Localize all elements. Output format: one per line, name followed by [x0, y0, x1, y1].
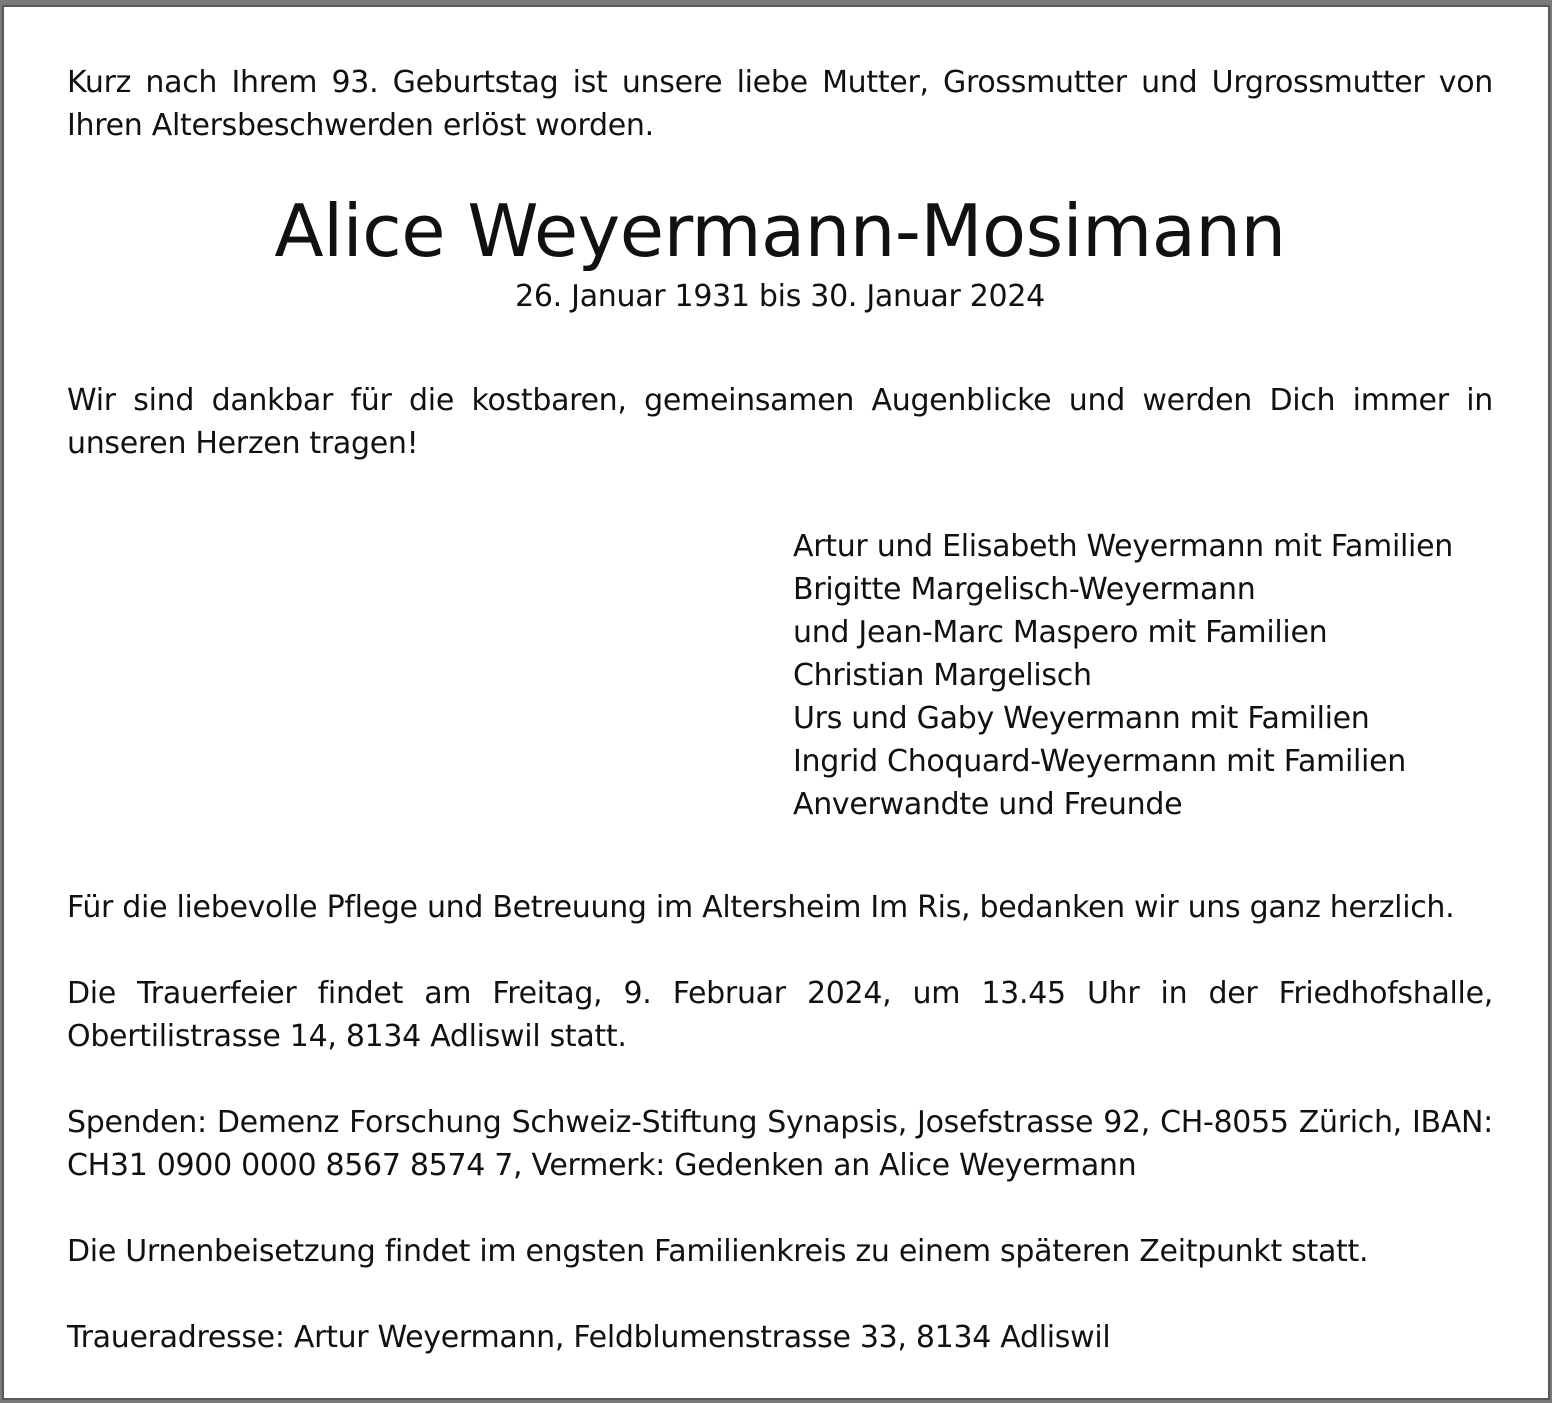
ceremony-text: Die Trauerfeier findet am Freitag, 9. Februar 2024, um 13.45 Uhr in der Friedhofshalle, Obertilistrasse 14, 8134 Adliswil statt.: [67, 976, 1493, 1054]
care-thanks-text: Für die liebevolle Pflege und Betreuung im Altersheim Im Ris, bedanken wir uns ganz herzlich.: [67, 890, 1455, 925]
mourner-line: Urs und Gaby Weyermann mit Familien: [793, 701, 1370, 736]
life-dates: 26. Januar 1931 bis 30. Januar 2024: [515, 279, 1045, 314]
notice-content: [67, 61, 1493, 1359]
mourner-line: Artur und Elisabeth Weyermann mit Familien: [793, 529, 1453, 564]
mourners-list: [793, 525, 1493, 826]
mourner-line: Ingrid Choquard-Weyermann mit Familien: [793, 744, 1406, 779]
obituary-notice: [2, 5, 1550, 1400]
intro-text: Kurz nach Ihrem 93. Geburtstag ist unsere liebe Mutter, Grossmutter und Urgrossmutter von Ihren Altersbeschwerden erlöst worden.: [67, 65, 1493, 143]
donations-text: Spenden: Demenz Forschung Schweiz-Stiftung Synapsis, Josefstrasse 92, CH-8055 Zürich, IBAN: CH31 0900 0000 8567 8574 7, Vermerk: Gedenken an Alice Weyermann: [67, 1105, 1493, 1183]
gratitude-text: Wir sind dankbar für die kostbaren, gemeinsamen Augenblicke und werden Dich immer in unseren Herzen tragen!: [67, 383, 1493, 461]
deceased-name: Alice Weyermann-Mosimann: [274, 189, 1286, 273]
mourner-line: Brigitte Margelisch-Weyermann: [793, 572, 1256, 607]
mourner-line: Anverwandte und Freunde: [793, 787, 1183, 822]
mourning-address: Traueradresse: Artur Weyermann, Feldblumenstrasse 33, 8134 Adliswil: [67, 1320, 1111, 1355]
mourner-line: Christian Margelisch: [793, 658, 1092, 693]
burial-text: Die Urnenbeisetzung findet im engsten Familienkreis zu einem späteren Zeitpunkt statt.: [67, 1234, 1369, 1269]
mourner-line: und Jean-Marc Maspero mit Familien: [793, 615, 1328, 650]
